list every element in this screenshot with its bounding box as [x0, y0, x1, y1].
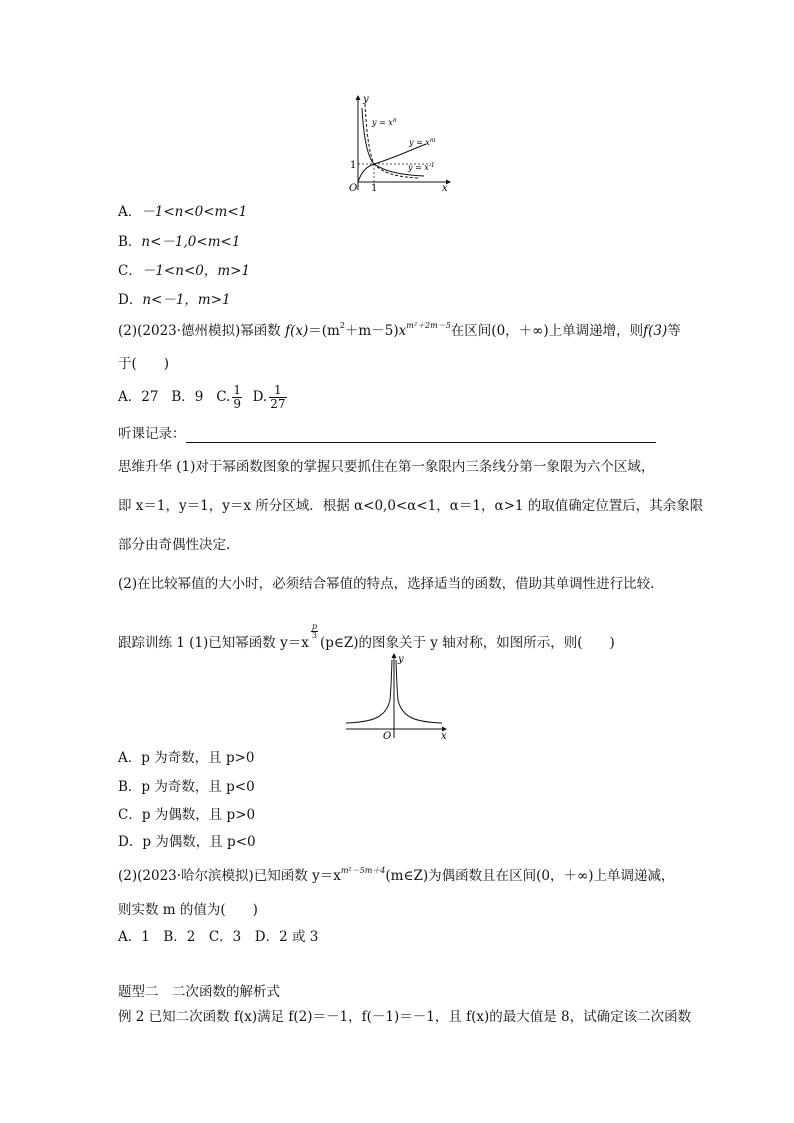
q1-option-a: A．－1<n<0<m<1 [118, 204, 248, 220]
q2-stem-line2: 于( ) [118, 356, 170, 372]
q3-option-b: B．p 为奇数，且 p<0 [118, 779, 255, 795]
q4-stem-line1: (2)(2023·哈尔滨模拟)已知函数 $y=x^{m^2-5m+4}(m\in Z)$为偶函数且在区间(0，＋∞)上单调递减， [118, 866, 675, 884]
thinking-line-3: 部分由奇偶性决定. [118, 537, 231, 553]
graph1-label-m: y = x [409, 138, 430, 147]
even-power-graph [342, 650, 452, 742]
training-stem: 跟踪训练 1 (1)已知幂函数 y＝x $\frac{p}{3}$ (p∈Z)的图象关于 y 轴对称，如图所示，则( ) [118, 622, 615, 651]
graph1-label-neg1-sup: -1 [428, 162, 435, 169]
q3-option-a: A．p 为奇数，且 p>0 [118, 750, 255, 766]
thinking-line-2: 即 x＝1，y＝1，y＝x 所分区域．根据 α<0,0<α<1，α＝1，α>1 的取值确定位置后，其余象限 [118, 498, 704, 514]
graph1-label-n-sup: n [392, 117, 397, 124]
graph1-origin: O [349, 183, 358, 194]
notes-blank [186, 430, 656, 443]
q4-stem-line2: 则实数 m 的值为( ) [118, 902, 258, 918]
graph2-x-label: x [441, 731, 447, 742]
q2-options: A．27 B．9 C. $\frac{1}{9}$ D. $\frac{1}{27}$ [118, 383, 286, 411]
q1-option-c: C．－1<n<0，m>1 [118, 263, 251, 279]
q3-option-c: C．p 为偶数，且 p>0 [118, 807, 256, 823]
graph1-tick-x-one: 1 [371, 183, 378, 194]
power-function-graph [336, 92, 456, 196]
q2-stem-line1: (2)(2023·德州模拟)幂函数 $f(x)=(m^2+m-5)x^{m^2+2m-5}$在区间(0，＋∞)上单调递增，则f(3)等 [118, 321, 681, 339]
graph1-y-label: y [363, 94, 369, 105]
thinking-line-1: 思维升华 (1)对于幂函数图象的掌握只要抓住在第一象限内三条线分第一象限为六个区域， [118, 459, 655, 475]
graph1-x-label: x [442, 183, 448, 194]
notes-line: 听课记录： [118, 425, 656, 443]
graph1-label-neg1: y = x [408, 163, 429, 172]
section-title: 题型二 二次函数的解析式 [118, 984, 280, 1000]
q3-option-d: D．p 为偶数，且 p<0 [118, 834, 256, 850]
example-2-stem: 例 2 已知二次函数 f(x)满足 f(2)＝－1，f(－1)＝－1，且 f(x)的最大值是 8，试确定该二次函数 [118, 1009, 692, 1025]
q1-option-b: B．n<－1,0<m<1 [118, 234, 241, 250]
svg-text:y = xn [371, 117, 397, 127]
graph2-y-label: y [398, 654, 404, 665]
q4-options: A．1 B．2 C．3 D．2 或 3 [118, 929, 319, 945]
q1-option-d: D．n<－1，m>1 [118, 292, 231, 308]
graph1-label-n: y = x [372, 118, 393, 127]
thinking-line-4: (2)在比较幂值的大小时，必须结合幂值的特点，选择适当的函数，借助其单调性进行比较. [118, 576, 655, 592]
graph1-label-m-sup: m [429, 137, 436, 144]
svg-text:y = xm [408, 137, 436, 147]
graph2-origin: O [383, 731, 392, 742]
graph1-tick-y-one: 1 [350, 160, 357, 171]
svg-text:y = x-1 [407, 162, 435, 172]
